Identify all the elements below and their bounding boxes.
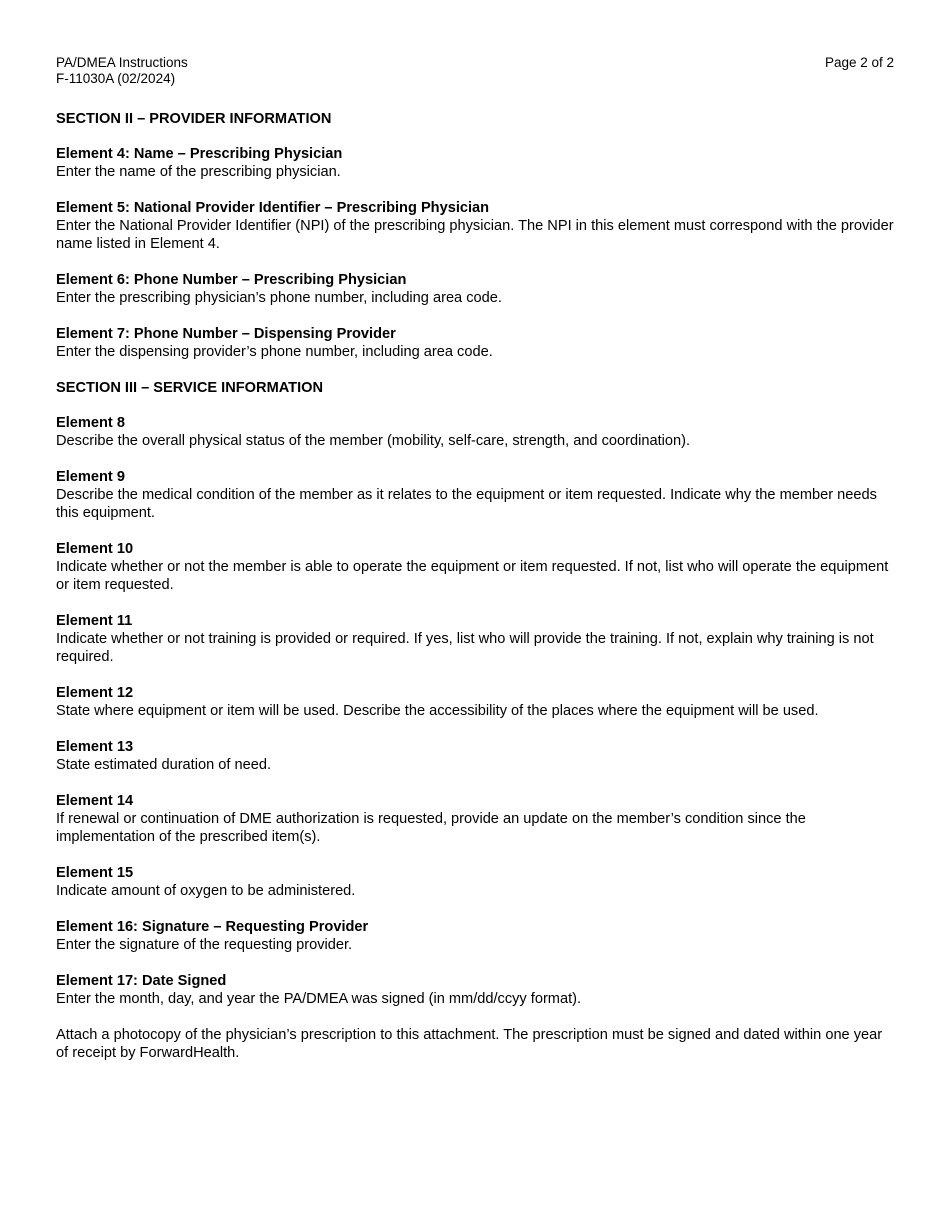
element-text: Enter the month, day, and year the PA/DMEA was signed (in mm/dd/ccyy format).	[56, 991, 582, 1007]
element-text: Indicate whether or not training is provided or required. If yes, list who will provide the training. If not, explain why training is not required.	[56, 631, 874, 665]
element-text: Indicate amount of oxygen to be administered.	[56, 883, 356, 899]
element-14	[56, 792, 894, 846]
element-title: Element 13	[56, 739, 134, 755]
element-title: Element 14	[56, 793, 134, 809]
form-number: F-11030A (02/2024)	[56, 71, 176, 86]
element-13	[56, 738, 894, 774]
element-title: Element 16: Signature – Requesting Provider	[56, 919, 369, 935]
element-title: Element 12	[56, 685, 134, 701]
element-text: Enter the name of the prescribing physician.	[56, 164, 341, 180]
element-11	[56, 612, 894, 666]
element-title: Element 11	[56, 613, 133, 629]
element-title: Element 5: National Provider Identifier – Prescribing Physician	[56, 200, 490, 216]
element-title: Element 7: Phone Number – Dispensing Provider	[56, 326, 396, 342]
element-title: Element 9	[56, 469, 125, 485]
element-text: If renewal or continuation of DME authorization is requested, provide an update on the member’s condition since the implementation of the prescribed item(s).	[56, 811, 806, 845]
element-title: Element 6: Phone Number – Prescribing Physician	[56, 272, 407, 288]
element-title: Element 15	[56, 865, 134, 881]
element-text: Enter the prescribing physician’s phone number, including area code.	[56, 290, 502, 306]
element-text: Describe the overall physical status of the member (mobility, self-care, strength, and coordination).	[56, 433, 691, 449]
element-9	[56, 468, 894, 522]
page-number: Page 2 of 2	[824, 55, 894, 70]
header-left	[56, 55, 188, 87]
closing-note: Attach a photocopy of the physician’s prescription to this attachment. The prescription must be signed and dated within one year of receipt by ForwardHealth.	[56, 1027, 883, 1061]
document-page	[56, 55, 894, 1062]
element-16	[56, 918, 894, 954]
element-7	[56, 325, 894, 361]
element-title: Element 17: Date Signed	[56, 973, 227, 989]
element-text: Enter the dispensing provider’s phone number, including area code.	[56, 344, 493, 360]
element-4	[56, 145, 894, 181]
element-text: Enter the National Provider Identifier (NPI) of the prescribing physician. The NPI in this element must correspond with the provider name listed in Element 4.	[56, 218, 894, 252]
page-header	[56, 55, 894, 89]
section-3-title: SECTION III – SERVICE INFORMATION	[56, 380, 324, 396]
form-title: PA/DMEA Instructions	[56, 55, 188, 70]
element-text: Indicate whether or not the member is able to operate the equipment or item requested. If not, list who will operate the equipment or item requested.	[56, 559, 889, 593]
element-6	[56, 271, 894, 307]
element-text: State where equipment or item will be used. Describe the accessibility of the places where the equipment will be used.	[56, 703, 819, 719]
element-title: Element 10	[56, 541, 134, 557]
element-text: State estimated duration of need.	[56, 757, 271, 773]
element-title: Element 4: Name – Prescribing Physician	[56, 146, 343, 162]
element-12	[56, 684, 894, 720]
element-8	[56, 414, 894, 450]
section-2-title: SECTION II – PROVIDER INFORMATION	[56, 111, 332, 127]
element-15	[56, 864, 894, 900]
element-10	[56, 540, 894, 594]
element-title: Element 8	[56, 415, 125, 431]
element-text: Describe the medical condition of the member as it relates to the equipment or item requested. Indicate why the member needs this equipment.	[56, 487, 877, 521]
element-5	[56, 199, 894, 253]
element-text: Enter the signature of the requesting provider.	[56, 937, 353, 953]
element-17	[56, 972, 894, 1008]
